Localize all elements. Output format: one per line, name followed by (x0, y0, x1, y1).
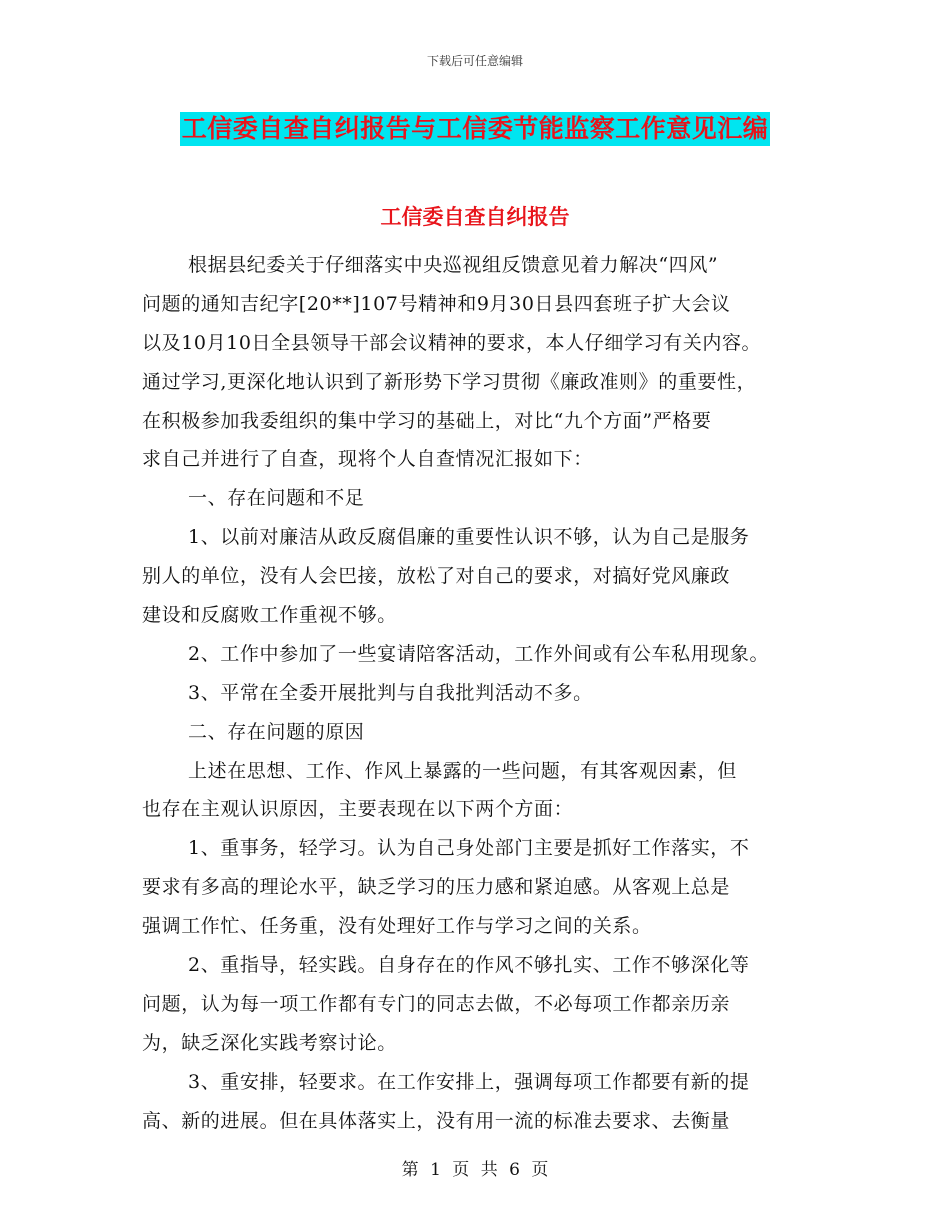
text-line: 上述在思想、工作、作风上暴露的一些问题，有其客观因素，但 (188, 759, 737, 782)
section-title: 工信委自查自纠报告 (380, 205, 570, 229)
text-line: 1、重事务，轻学习。认为自己身处部门主要是抓好工作落实，不 (188, 837, 750, 860)
footer-suffix: 页 (531, 1160, 549, 1180)
main-title: 工信委自查自纠报告与工信委节能监察工作意见汇编 (180, 112, 771, 146)
text-line: 为，缺乏深化实践考察讨论。 (142, 1031, 397, 1054)
page-footer (0, 1155, 950, 1180)
text-line: 二、存在问题的原因 (188, 720, 365, 743)
text-line: 高、新的进展。但在具体落实上，没有用一流的标准去要求、去衡量 (142, 1109, 731, 1132)
footer-page-number: 1 (430, 1160, 441, 1180)
text-line: 通过学习,更深化地认识到了新形势下学习贯彻《廉政准则》的重要性， (142, 370, 757, 393)
text-line: 一、存在问题和不足 (188, 487, 365, 510)
text-line: 根据县纪委关于仔细落实中央巡视组反馈意见着力解决“四风” (188, 254, 719, 276)
text-line: 2、重指导，轻实践。自身存在的作风不够扎实、工作不够深化等 (188, 954, 750, 977)
text-line: 问题的通知吉纪字[20**]107号精神和9月30日县四套班子扩大会议 (142, 292, 731, 315)
footer-prefix: 第 (401, 1160, 419, 1180)
document-body (142, 246, 822, 1140)
text-line: 3、重安排，轻要求。在工作安排上，强调每项工作都要有新的提 (188, 1070, 750, 1093)
text-line: 以及10月10日全县领导干部会议精神的要求，本人仔细学习有关内容。 (142, 331, 762, 354)
text-line: 在积极参加我委组织的集中学习的基础上，对比“九个方面”严格要 (142, 409, 712, 432)
footer-middle: 页 共 (452, 1160, 498, 1180)
text-line: 2、工作中参加了一些宴请陪客活动，工作外间或有公车私用现象。 (188, 642, 770, 665)
text-line: 3、平常在全委开展批判与自我批判活动不多。 (188, 681, 593, 704)
text-line: 1、以前对廉洁从政反腐倡廉的重要性认识不够，认为自己是服务 (188, 526, 750, 549)
text-line: 建设和反腐败工作重视不够。 (142, 604, 397, 627)
text-line: 强调工作忙、任务重，没有处理好工作与学习之间的关系。 (142, 915, 652, 938)
text-line: 求自己并进行了自查，现将个人自查情况汇报如下： (142, 448, 593, 471)
text-line: 别人的单位，没有人会巴接，放松了对自己的要求，对搞好党风廉政 (142, 565, 731, 588)
footer-total-pages: 6 (509, 1160, 520, 1180)
header-note: 下载后可任意编辑 (426, 54, 523, 68)
text-line: 要求有多高的理论水平，缺乏学习的压力感和紧迫感。从客观上总是 (142, 876, 731, 899)
text-line: 也存在主观认识原因，主要表现在以下两个方面： (142, 798, 574, 821)
text-line: 问题，认为每一项工作都有专门的同志去做，不必每项工作都亲历亲 (142, 992, 731, 1015)
main-title-wrap (0, 112, 950, 146)
